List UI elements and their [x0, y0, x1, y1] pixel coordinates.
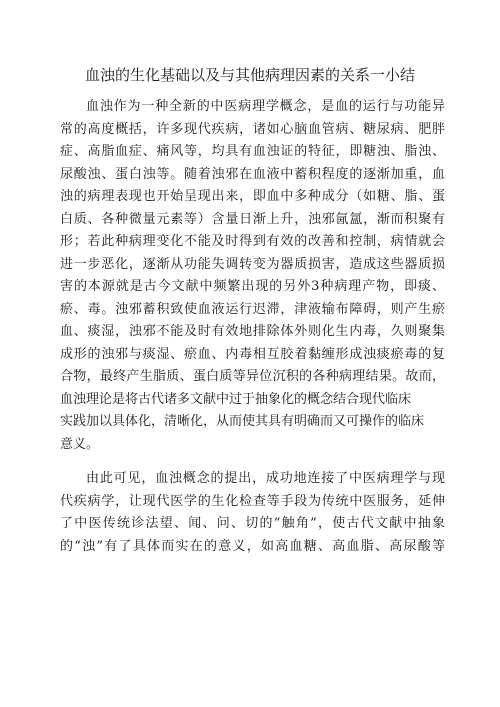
paragraph-line: 害的本源就是古今文献中频繁出现的另外3种病理产物，即痰、	[60, 279, 445, 294]
document-title: 血浊的生化基础以及与其他病理因素的关系一小结	[84, 66, 415, 84]
paragraph-line: 症、高脂血症、痛风等，均具有血浊证的特征，即糖浊、脂浊、	[60, 144, 445, 159]
paragraph-line: 成形的浊邪与痰湿、瘀血、内毒相互胶着黏缠形成浊痰瘀毒的复	[60, 346, 445, 362]
paragraph-line: 进一步恶化，逐渐从功能失调转变为器质损害，造成这些器质损	[60, 256, 445, 272]
paragraph-line: 合物，最终产生脂质、蛋白质等异位沉积的各种病理结果。故而，	[60, 369, 445, 384]
paragraph-line: 实践加以具体化，清晰化，从而使其具有明确而又可操作的临床	[60, 414, 425, 429]
paragraph-line: 代疾病学，让现代医学的生化检查等手段为传统中医服务，延伸	[60, 493, 445, 509]
paragraph-line: 形；若此种病理变化不能及时得到有效的改善和控制，病情就会	[60, 234, 445, 249]
paragraph-line: 血、痰湿，浊邪不能及时有效地排除体外则化生内毒，久则聚集	[60, 324, 445, 339]
paragraph-line: 由此可见，血浊概念的提出，成功地连接了中医病理学与现	[86, 471, 445, 486]
paragraph-line: 意义。	[60, 436, 100, 452]
paragraph-2	[60, 468, 445, 558]
paragraph-line: 浊的病理表现也开始呈现出来，即血中多种成分（如糖、脂、蛋	[60, 189, 445, 204]
paragraph-line: 的“浊”有了具体而实在的意义，如高血糖、高血脂、高尿酸等	[60, 538, 445, 554]
paragraph-line: 瘀、毒。浊邪蓄积致使血液运行迟滞，津液输布障碍，则产生瘀	[60, 301, 445, 317]
paragraph-1	[60, 96, 445, 456]
document-body	[60, 96, 445, 558]
paragraph-line: 白质、各种微量元素等）含量日渐上升，浊邪氤氲，渐而积聚有	[60, 211, 445, 227]
paragraph-line: 尿酸浊、蛋白浊等。随着浊邪在血液中蓄积程度的逐渐加重，血	[60, 166, 445, 182]
paragraph-line: 了中医传统诊法望、闻、问、切的“触角”，使古代文献中抽象	[60, 516, 445, 531]
paragraph-line: 常的高度概括，许多现代疾病，诸如心脑血管病、糖尿病、肥胖	[60, 121, 445, 137]
paragraph-line: 血浊理论是将古代诸多文献中过于抽象化的概念结合现代临床	[60, 391, 412, 407]
paragraph-line: 血浊作为一种全新的中医病理学概念，是血的运行与功能异	[86, 99, 445, 114]
paragraph-spacer	[60, 456, 445, 468]
